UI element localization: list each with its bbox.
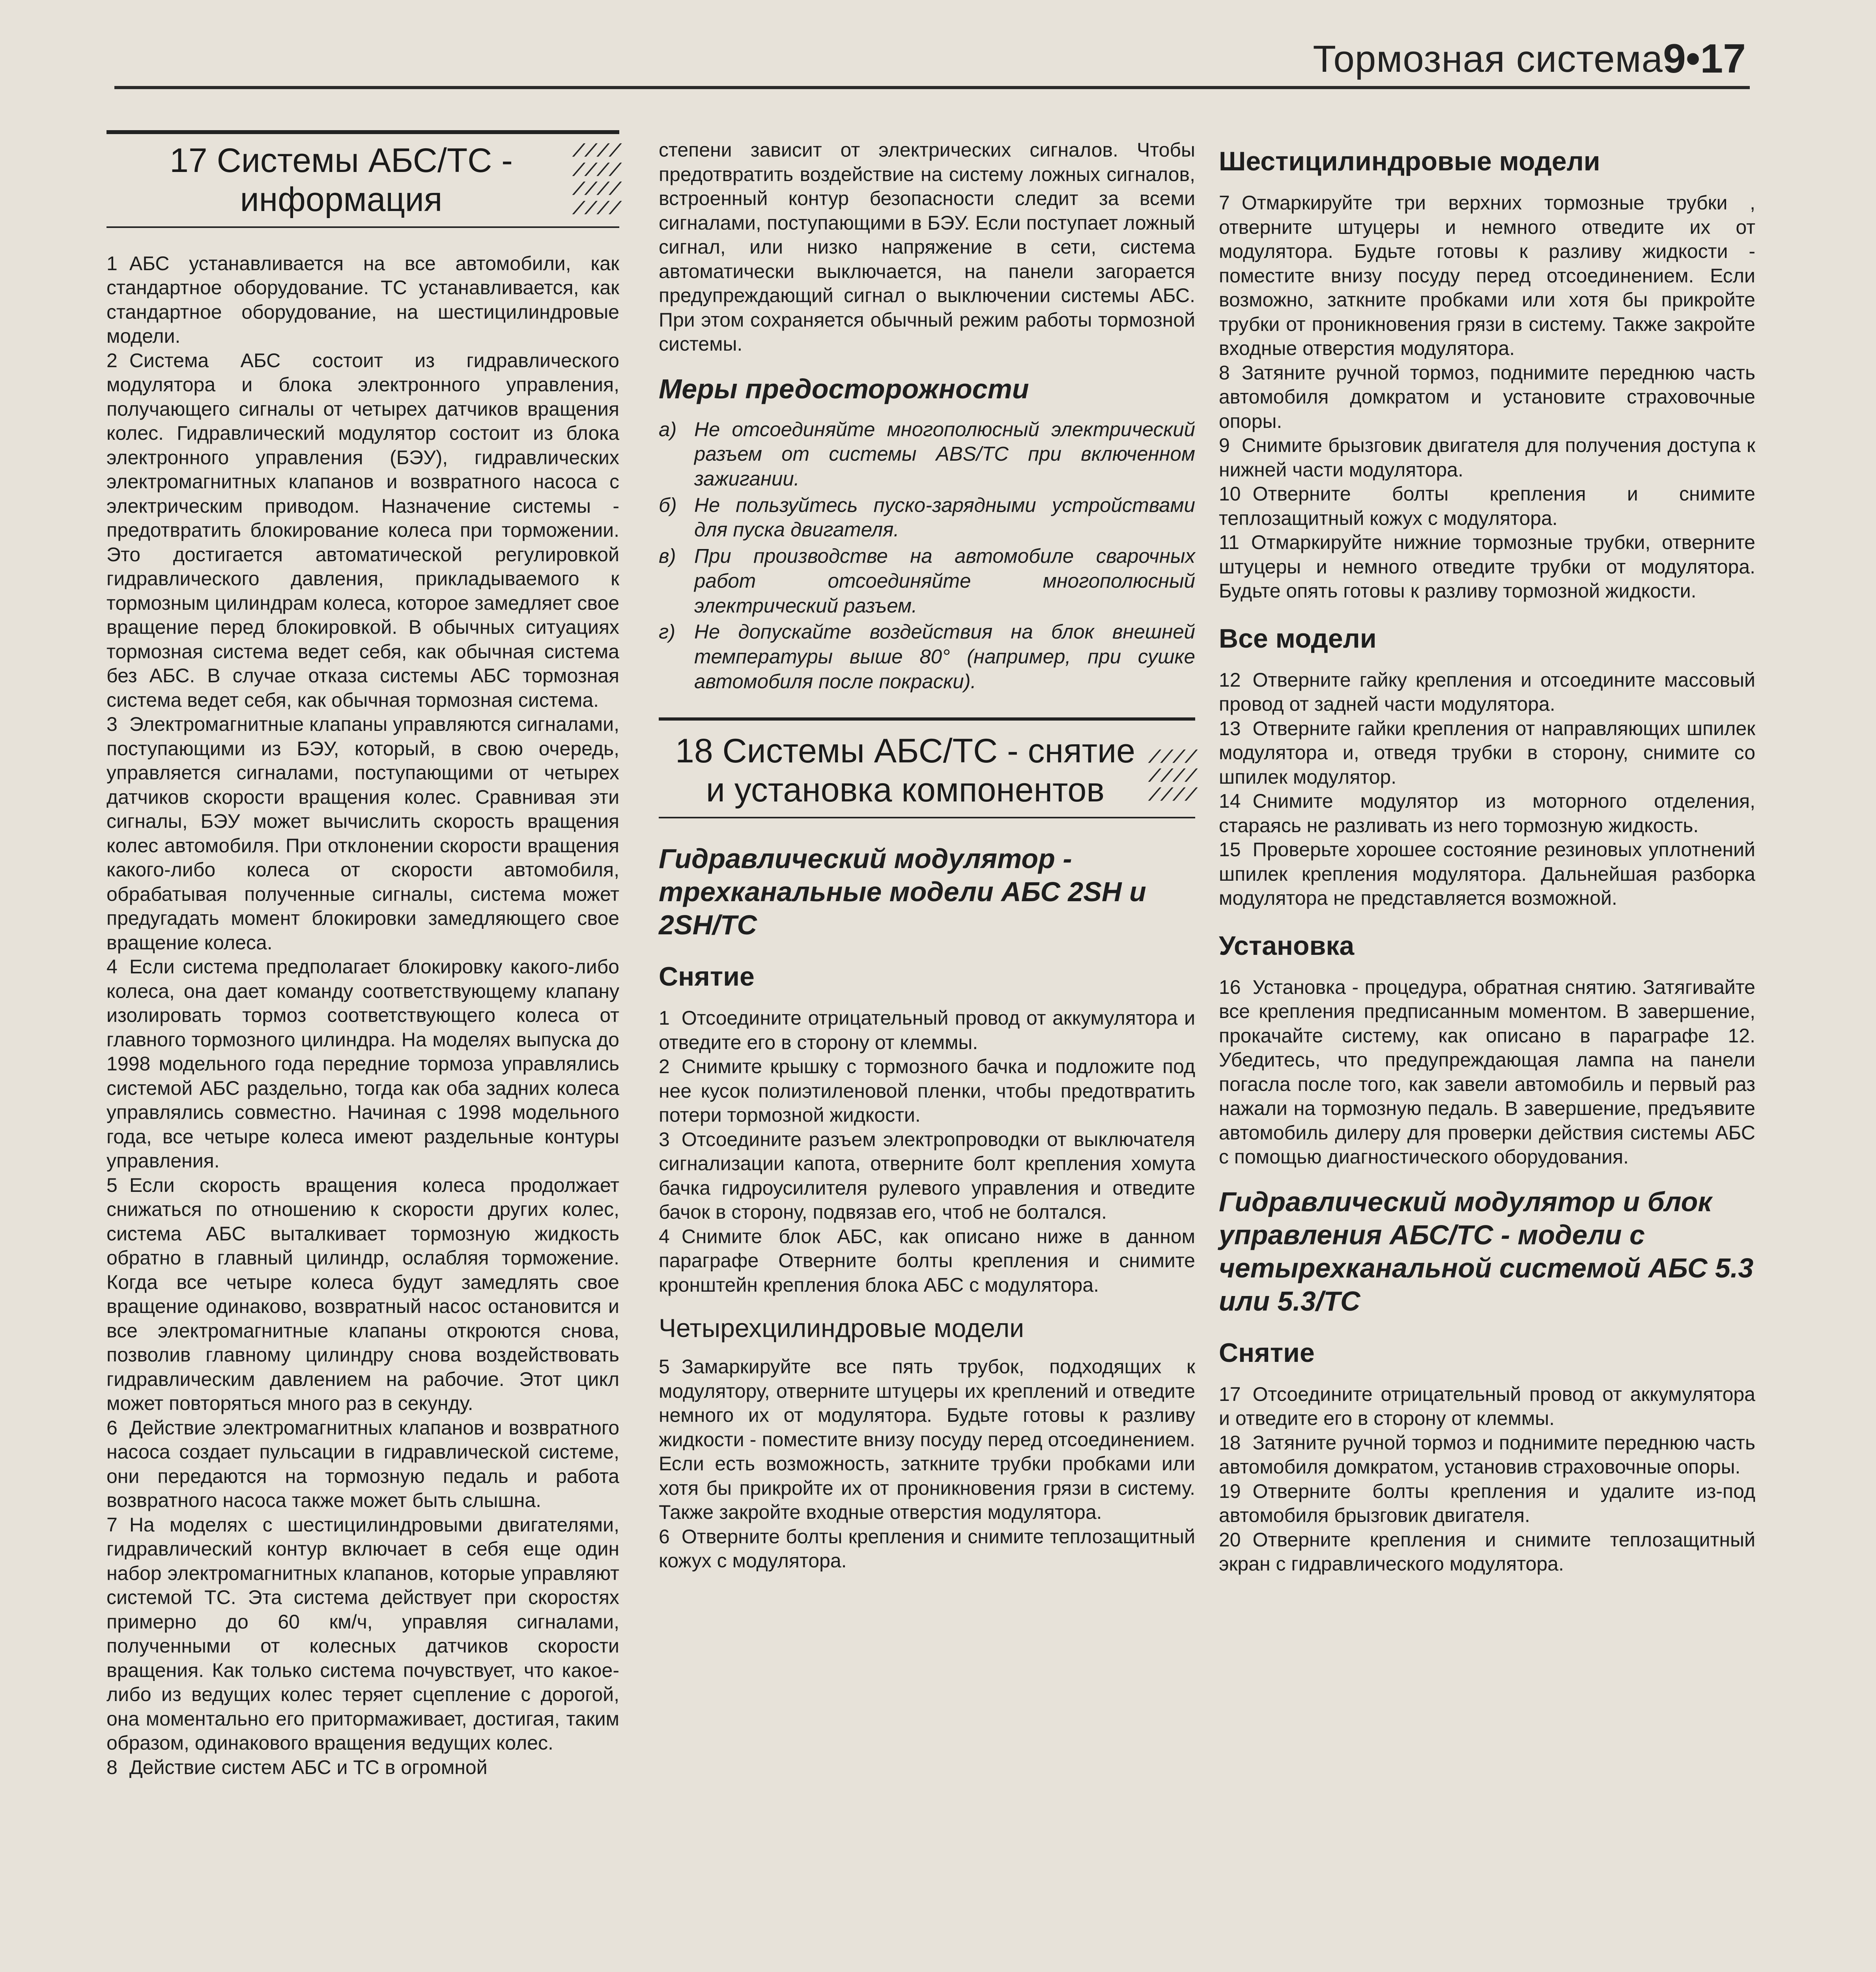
section-divider — [659, 717, 1195, 721]
numbered-paragraph — [659, 1225, 1195, 1298]
paragraph-number: 3 — [659, 1128, 670, 1150]
paragraph-number: 9 — [1219, 434, 1230, 456]
paragraph-number: 2 — [659, 1055, 670, 1078]
paragraph-number: 19 — [1219, 1480, 1241, 1502]
all-models-title: Все модели — [1219, 623, 1377, 654]
precaution-item — [659, 544, 1195, 618]
paragraph-number: 8 — [1219, 361, 1230, 384]
column-1 — [107, 130, 622, 1780]
numbered-paragraph — [1219, 361, 1755, 434]
numbered-paragraph — [659, 1128, 1195, 1225]
numbered-paragraph — [1219, 717, 1755, 790]
paragraph-text: Проверьте хорошее состояние резиновых уплотнений шпилек крепления модулятора. Дальнейшая разборка модулятора не представляется возможной. — [1219, 838, 1755, 909]
all-models-steps — [1219, 668, 1755, 911]
section-17-paragraphs — [107, 252, 619, 1780]
numbered-paragraph — [107, 1416, 619, 1513]
numbered-paragraph — [1219, 1431, 1755, 1479]
paragraph-number: 18 — [1219, 1431, 1241, 1454]
paragraph-number: 16 — [1219, 976, 1241, 998]
numbered-paragraph — [1219, 975, 1755, 1169]
numbered-paragraph — [659, 1055, 1195, 1128]
numbered-paragraph — [1219, 1382, 1755, 1431]
paragraph-text: Отсоедините разъем электропроводки от выключателя сигнализации капота, отверните болт крепления хомута бачка гидроусилителя рулевого управления и отведите бачок в сторону, подвязав его, чтоб не болтался. — [659, 1128, 1195, 1223]
precaution-text: При производстве на автомобиле сварочных работ отсоединяйте многополюсный электрический разъем. — [694, 545, 1195, 617]
paragraph-number: 8 — [107, 1756, 118, 1778]
paragraph-number: 5 — [659, 1356, 670, 1378]
numbered-paragraph — [659, 1006, 1195, 1055]
paragraph-text: Отверните крепления и снимите теплозащитный экран с гидравлического модулятора. — [1219, 1528, 1755, 1575]
six-cyl-steps — [1219, 191, 1755, 603]
paragraph-text: Отверните болты крепления и снимите теплозащитный кожух с модулятора. — [659, 1525, 1195, 1572]
paragraph-text: Если система предполагает блокировку какого-либо колеса, она дает команду соответствующему клапану изолировать тормоз соответствующего колеса от главного тормозного цилиндра. На моделях выпуска до 1998 модельного года передние тормоза управлялись системой АБС раздельно, тогда как оба задних колеса управлялись совместно. Начиная с 1998 модельного года, все четыре колеса имеют раздельные контуры управления. — [107, 956, 619, 1172]
paragraph-text: АБС устанавливается на все автомобили, как стандартное оборудование. ТС устанавливается, как стандартное оборудование, на шестицилиндровые модели. — [107, 252, 619, 347]
paragraph-number: 4 — [107, 956, 118, 978]
numbered-paragraph — [1219, 1528, 1755, 1576]
precaution-item — [659, 620, 1195, 694]
section-18-title: 18 Системы АБС/ТС - снятие и установка компонентов — [675, 732, 1135, 809]
numbered-paragraph — [659, 1355, 1195, 1525]
paragraph-number: 13 — [1219, 717, 1241, 740]
numbered-paragraph — [107, 955, 619, 1173]
numbered-paragraph — [107, 252, 619, 349]
paragraph-text: Затяните ручной тормоз и поднимите переднюю часть автомобиля домкратом, установив страховочные опоры. — [1219, 1431, 1755, 1478]
column-3 — [1219, 146, 1755, 1576]
paragraph-number: 3 — [107, 713, 118, 736]
column-2 — [659, 138, 1198, 1573]
numbered-paragraph — [1219, 838, 1755, 911]
precaution-letter: г) — [659, 620, 676, 643]
paragraph-text: На моделях с шестицилиндровыми двигателями, гидравлический контур включает в себя еще один набор электромагнитных клапанов, которые управляют системой ТС. Эта система действует при скоростях примерно до 60 км/ч, управляя сигналами, полученными от колесных датчиков скорости вращения. Как только система почувствует, что какое-либо из ведущих колес теряет сцепление с дорогой, она моментально его притормаживает, достигая, таким образом, одинакового вращения ведущих колес. — [107, 1513, 619, 1754]
four-cyl-steps — [659, 1355, 1195, 1573]
precaution-item — [659, 417, 1195, 491]
paragraph-number: 11 — [1219, 531, 1239, 553]
removal-steps — [659, 1006, 1195, 1297]
paragraph-number: 4 — [659, 1225, 670, 1247]
precaution-text: Не допускайте воздействия на блок внешней температуры выше 80° (например, при сушке автомобиля после покраски). — [694, 620, 1195, 693]
paragraph-text: Отверните болты крепления и удалите из-под автомобиля брызговик двигателя. — [1219, 1480, 1755, 1526]
precaution-text: Не отсоединяйте многополюсный электрический разъем от системы ABS/TC при включенном зажигании. — [694, 418, 1195, 490]
six-cyl-title: Шестицилиндровые модели — [1219, 146, 1600, 176]
precautions-title: Меры предосторожности — [659, 373, 1029, 404]
paragraph-number: 5 — [107, 1174, 118, 1196]
precaution-letter: б) — [659, 493, 677, 516]
paragraph-number: 10 — [1219, 483, 1241, 505]
paragraph-text: Снимите крышку с тормозного бачка и подложите под нее кусок полиэтиленовой пленки, чтобы предотвратить потери тормозной жидкости. — [659, 1055, 1195, 1126]
paragraph-number: 20 — [1219, 1528, 1241, 1551]
paragraph-text: Отсоедините отрицательный провод от аккумулятора и отведите его в сторону от клеммы. — [659, 1007, 1195, 1053]
numbered-paragraph — [1219, 668, 1755, 717]
paragraph-number: 1 — [659, 1007, 670, 1029]
paragraph-number: 12 — [1219, 669, 1241, 691]
header-rule — [114, 86, 1750, 89]
paragraph-number: 7 — [1219, 192, 1230, 214]
paragraph-text: Затяните ручной тормоз, поднимите переднюю часть автомобиля домкратом и установите страховочные опоры. — [1219, 361, 1755, 432]
precaution-letter: в) — [659, 545, 676, 568]
paragraph-text: Установка - процедура, обратная снятию. Затягивайте все крепления предписанным моментом. В завершение, прокачайте систему, как описано в параграфе 12. Убедитесь, что предупреждающая лампа на панели погасла после того, как завели автомобиль и первый раз нажали на тормозную педаль. В завершение, предъявите автомобиль дилеру для проверки действия системы АБС с помощью диагностического оборудования. — [1219, 976, 1755, 1168]
paragraph-text: Действие электромагнитных клапанов и возвратного насоса создает пульсации в гидравлической системе, они передаются на тормозную педаль и работа возвратного насоса также может быть слышна. — [107, 1416, 619, 1512]
paragraph-number: 7 — [107, 1513, 118, 1536]
paragraph-number: 6 — [659, 1525, 670, 1548]
subsection-53-title: Гидравлический модулятор и блок управления АБС/ТС - модели с четырехканальной системой АБС 5.3 или 5.3/ТС — [1219, 1186, 1754, 1317]
removal2-steps — [1219, 1382, 1755, 1576]
paragraph-text: Замаркируйте все пять трубок, подходящих к модулятору, отверните штуцеры их креплений и отведите немного их от модулятора. Будьте готовы к разливу жидкости - поместите внизу посуду перед отсоединением. Если есть возможность, заткните трубки пробками или хотя бы прикройте их от проникновения грязи в систему. Также закройте входные отверстия модулятора. — [659, 1356, 1195, 1524]
paragraph-text: Система АБС состоит из гидравлического модулятора и блока электронного управления, получающего сигналы от четырех датчиков вращения колес. Гидравлический модулятор состоит из блока электронного управления (БЭУ), гидравлических электромагнитных клапанов и возвратного насоса с электрическим приводом. Назначение системы - предотвратить блокирование колеса при торможении. Это достигается автоматической регулировкой гидравлического давления, прикладываемого к тормозным цилиндрам колеса, которое замедляет свое вращение перед блокировкой. В обычных ситуациях тормозная система ведет себя, как обычная система без АБС. В случае отказа системы АБС тормозная система ведет себя, как обычная тормозная система. — [107, 349, 619, 711]
numbered-paragraph — [107, 349, 619, 713]
four-cyl-title: Четырехцилиндровые модели — [659, 1313, 1024, 1343]
section-18-heading — [659, 725, 1198, 818]
paragraph-text: Электромагнитные клапаны управляются сигналами, поступающими из БЭУ, который, в свою очередь, управляется сигналами, поступающими от четырех датчиков скорости вращения колес. Сравнивая эти сигналы, БЭУ может вычислить скорость вращения колес автомобиля. При отклонении скорости вращения какого-либо колеса от скорости автомобиля, обрабатывая полученные сигналы, система может предугадать момент блокировки замедляющего свое вращение колеса. — [107, 713, 619, 954]
numbered-paragraph — [1219, 482, 1755, 530]
numbered-paragraph — [1219, 1479, 1755, 1528]
paragraph-number: 14 — [1219, 790, 1241, 812]
numbered-paragraph — [659, 1525, 1195, 1573]
precautions-list — [659, 417, 1195, 694]
numbered-paragraph — [107, 712, 619, 955]
paragraph-text: Если скорость вращения колеса продолжает снижаться по отношению к скорости других колес, система АБС выталкивает тормозную жидкость обратно в главный цилиндр, ослабляя торможение. Когда все четыре колеса будут замедлять свое вращение одинаково, возвратный насос остановится и все электромагнитные клапаны откроются снова, позволив главному цилиндру снова воздействовать гидравлическим давлением на рабочие. Этот цикл может повторяться много раз в секунду. — [107, 1174, 619, 1415]
numbered-paragraph — [107, 1513, 619, 1755]
paragraph-number: 15 — [1219, 838, 1241, 861]
numbered-paragraph — [1219, 433, 1755, 482]
numbered-paragraph — [1219, 191, 1755, 361]
install-title: Установка — [1219, 930, 1355, 961]
paragraph-text: Отсоедините отрицательный провод от аккумулятора и отведите его в сторону от клеммы. — [1219, 1383, 1755, 1429]
removal-title: Снятие — [659, 962, 755, 992]
subsection-2sh-title: Гидравлический модулятор - трехканальные модели АБС 2SH и 2SH/TC — [659, 843, 1146, 941]
paragraph-number: 1 — [107, 252, 118, 275]
page-number: 9•17 — [1663, 36, 1746, 82]
numbered-paragraph — [1219, 530, 1755, 603]
numbered-paragraph — [107, 1173, 619, 1416]
install-steps — [1219, 975, 1755, 1169]
numbered-paragraph — [1219, 789, 1755, 838]
difficulty-icon: ⟋⟋⟋⟋ ⟋⟋⟋⟋ ⟋⟋⟋⟋ — [1149, 747, 1198, 805]
paragraph-text: Отмаркируйте нижние тормозные трубки, отверните штуцеры и немного отведите трубки от модулятора. Будьте опять готовы к разливу тормозной жидкости. — [1219, 531, 1755, 602]
paragraph-text: Отверните гайку крепления и отсоедините массовый провод от задней части модулятора. — [1219, 669, 1755, 715]
numbered-paragraph — [107, 1755, 619, 1780]
precaution-letter: а) — [659, 418, 677, 441]
header-title: Тормозная система — [1313, 38, 1663, 80]
section-17-heading — [107, 130, 622, 228]
paragraph-text: Отмаркируйте три верхних тормозные трубки , отверните штуцеры и немного отведите их от модулятора. Будьте готовы к разливу жидкости - поместите внизу посуду перед отсоединением. Если возможно, заткните пробками или хотя бы прикройте трубки от проникновения грязи в систему. Также закройте входные отверстия модулятора. — [1219, 192, 1755, 359]
precaution-text: Не пользуйтесь пуско-зарядными устройствами для пуска двигателя. — [694, 493, 1195, 541]
section-17-title: 17 Системы АБС/ТС - информация — [170, 142, 513, 218]
paragraph-number: 17 — [1219, 1383, 1241, 1405]
precaution-item — [659, 493, 1195, 542]
paragraph-text: Отверните болты крепления и снимите теплозащитный кожух с модулятора. — [1219, 483, 1755, 529]
difficulty-icon: ⟋⟋⟋⟋ ⟋⟋⟋⟋ ⟋⟋⟋⟋ ⟋⟋⟋⟋ — [573, 141, 622, 218]
paragraph-text: Отверните гайки крепления от направляющих шпилек модулятора и, отведя трубки в сторону, снимите со шпилек модулятор. — [1219, 717, 1755, 788]
paragraph-text: Снимите брызговик двигателя для получения доступа к нижней части модулятора. — [1219, 434, 1755, 481]
paragraph-text: Снимите модулятор из моторного отделения, стараясь не разливать из него тормозную жидкость. — [1219, 790, 1755, 837]
paragraph-number: 6 — [107, 1416, 118, 1439]
removal2-title: Снятие — [1219, 1337, 1315, 1368]
section-17-continuation: степени зависит от электрических сигналов. Чтобы предотвратить воздействие на систему ложных сигналов, встроенный контур безопасности следит за всеми сигналами, поступающими в БЭУ. Если поступает ложный сигнал, или низко напряжение в сети, система автоматически выключается, на панели загорается предупреждающий сигнал о выключении системы АБС. При этом сохраняется обычный режим работы тормозной системы. — [659, 139, 1195, 355]
paragraph-text: Снимите блок АБС, как описано ниже в данном параграфе Отверните болты крепления и снимите кронштейн крепления блока АБС с модулятора. — [659, 1225, 1195, 1296]
paragraph-text: Действие систем АБС и ТС в огромной — [129, 1756, 488, 1778]
paragraph-number: 2 — [107, 349, 118, 372]
